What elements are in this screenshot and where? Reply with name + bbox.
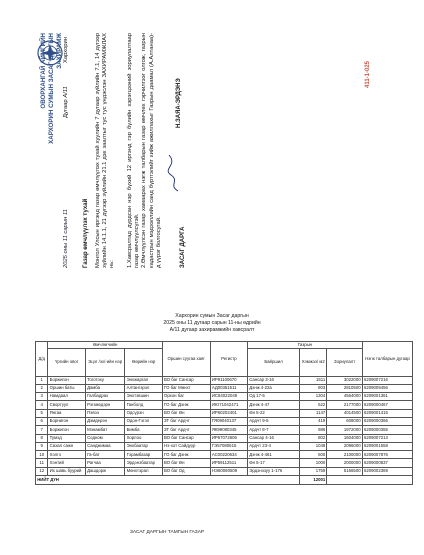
cell-parcel: 6209007876	[362, 451, 412, 459]
cell-lastname: Хэлгэ	[48, 451, 85, 459]
cell-area: 1000	[300, 459, 327, 467]
cell-register: НЭ60080509	[210, 467, 247, 475]
cell-location: Дэнж 4-22а	[248, 384, 300, 392]
cell-parcel: 6209002369	[362, 467, 412, 475]
cell-index: 4	[36, 401, 48, 409]
cell-area: 1147	[300, 409, 327, 417]
cell-index: 11	[36, 459, 48, 467]
decree-number	[63, 86, 70, 118]
cell-register: АД00351511	[210, 384, 247, 392]
signature-block	[176, 33, 188, 268]
org-line: ХАРХОРИН СУМЫН ЗАСАГ ДАРГЫН	[48, 33, 56, 144]
signer-role: ЗАСАГ ДАРГА	[180, 226, 186, 268]
cell-area: 803	[300, 384, 327, 392]
cell-patronymic: Дашдорж	[85, 467, 125, 475]
number-value: А/11	[63, 86, 69, 98]
issuing-organization	[40, 33, 64, 268]
col-location: Байршил	[248, 348, 300, 376]
cell-address: Орхон баг	[162, 393, 210, 401]
col-address: Оршин суугаа хаяг	[162, 342, 210, 377]
cell-address: ГО баг Дэнж	[162, 401, 210, 409]
appendix-line-1: Хархорин сумын Засаг даргын	[175, 313, 249, 319]
cell-patronymic: Рагчаа	[85, 459, 125, 467]
cell-location: Ардчт 23-4	[248, 442, 300, 450]
cell-firstname: Мөнхтэрал	[125, 467, 162, 475]
total-empty	[327, 476, 413, 485]
cell-patronymic: Галбадрах	[85, 393, 125, 401]
cell-address: ГО баг Мөнхт	[162, 384, 210, 392]
cell-parcel: 6209001361	[362, 393, 412, 401]
cell-lastname: Борнигон	[48, 417, 85, 425]
col-group-owner: Өмчлөгчийн	[48, 342, 162, 349]
table-row	[36, 451, 413, 459]
cell-register: АС00220634	[210, 451, 247, 459]
cell-address: Нэ-хот Сайдүүр	[162, 442, 210, 450]
cell-purpose: 4014500	[327, 409, 362, 417]
cell-register: ИР59112511	[210, 459, 247, 467]
cell-address: ВО баг Сансар	[162, 376, 210, 384]
col-parcel: Нэгж талбарын дугаар	[362, 342, 412, 377]
cell-location: Дэнж 4-47	[248, 401, 300, 409]
cell-area: 1511	[300, 376, 327, 384]
cell-register: ИР91100670	[210, 376, 247, 384]
cell-index: 2	[36, 384, 48, 392]
cell-firstname: Энхтэвшин	[125, 393, 162, 401]
cell-patronymic: Дамба	[85, 384, 125, 392]
cell-firstname: Гэрамбазар	[125, 451, 162, 459]
table-row	[36, 409, 413, 417]
cell-purpose: 2096000	[327, 442, 362, 450]
decree-date: 2025 оны 11 сарын 11	[63, 209, 69, 268]
cell-firstname: Одон-Гэгэл	[125, 417, 162, 425]
cell-register: ИЮ71042471	[210, 401, 247, 409]
cell-index: 5	[36, 409, 48, 417]
cell-parcel: 6209000355	[362, 426, 412, 434]
cell-purpose: 2810500	[327, 384, 362, 392]
cell-lastname: Боржигон	[48, 426, 85, 434]
table-row	[36, 467, 413, 475]
cell-index: 8	[36, 434, 48, 442]
table-row	[36, 459, 413, 467]
cell-area: 600	[300, 451, 327, 459]
table-row	[36, 417, 413, 425]
cell-firstname: Алтангэрэл	[125, 384, 162, 392]
col-lastname: Үргийн овог	[48, 348, 85, 376]
cell-area: 986	[300, 426, 327, 434]
cell-lastname: Свортуул	[48, 401, 85, 409]
cell-index: 12	[36, 467, 48, 475]
cell-purpose: 608000	[327, 417, 362, 425]
decree-clause-2: 2.Өмчлүүлсэн газар хамаарах нэгж талбарын газар өмчлөх гэрчилгээг олгож, газрын кадастрын мэдээллийн санд бүртгэлийг хийж ажиллахыг Газрын даамал (А.Алтанаа)-д үүрэг болгосугай.	[141, 33, 162, 268]
cell-address: ВО баг Өн	[162, 459, 210, 467]
cell-register: ГЭ57080615	[210, 442, 247, 450]
cell-purpose: 4564000	[327, 393, 362, 401]
cell-lastname: Боржигон	[48, 376, 85, 384]
cell-patronymic: Рэгзмедэрн	[85, 401, 125, 409]
decree-clause-1: 1.Хавсралтад дурдсан нэр бүхий 12 иргэнд гэр бүлийн хэрэгцээний зориулалтаар газар өмчлүүлсүгэй.	[127, 33, 141, 268]
cell-register: ЯК99080345	[210, 426, 247, 434]
cell-parcel: 6209000467	[362, 401, 412, 409]
cell-index: 9	[36, 442, 48, 450]
cell-purpose: 2177000	[327, 401, 362, 409]
cell-patronymic: Содном	[85, 434, 125, 442]
cell-index: 3	[36, 393, 48, 401]
appendix-header	[0, 313, 424, 334]
col-firstname: Өөрийн нэр	[125, 348, 162, 376]
cell-firstname: Энхбаатар	[125, 442, 162, 450]
rotated-decree-page	[35, 33, 424, 268]
org-line: ОВОРХАНГАЙ АЙМГИЙН	[40, 33, 47, 109]
cell-purpose: 2100000	[327, 451, 362, 459]
land-ownership-table	[35, 341, 413, 485]
total-area: 12001	[300, 476, 327, 485]
col-group-land: Газрын	[248, 342, 363, 349]
cell-lastname: Тумэд	[48, 434, 85, 442]
cell-purpose: 2000000	[327, 459, 362, 467]
table-row	[36, 426, 413, 434]
cell-area: 1048	[300, 442, 327, 450]
cell-patronymic: Пэвээ	[85, 409, 125, 417]
cell-area: 1759	[300, 467, 327, 475]
cell-register: ИР67072606	[210, 434, 247, 442]
col-purpose: Зориулалт	[327, 348, 362, 376]
col-register: Регистр	[210, 342, 247, 377]
footer-office: ЗАСАГ ДАРГЫН ТАМГЫН ГАЗАР	[130, 530, 205, 535]
cell-index: 10	[36, 451, 48, 459]
cell-register: ИС84022049	[210, 393, 247, 401]
cell-lastname: Сахал сажн	[48, 442, 85, 450]
decree-body	[127, 33, 163, 268]
cell-lastname: Янгаа	[48, 409, 85, 417]
col-patronymic: Эцэг /эх/-ийн нэр	[85, 348, 125, 376]
cell-firstname: Энхжаргал	[125, 376, 162, 384]
signer-name: Н.ЗАЯА-ЭРДЭНЭ	[176, 78, 182, 128]
handwritten-signature-icon	[166, 153, 186, 193]
cell-firstname: Бимба	[125, 426, 162, 434]
cell-location: Сансар 4-16	[248, 434, 300, 442]
cell-index: 6	[36, 417, 48, 425]
cell-purpose: 1604000	[327, 434, 362, 442]
table-row	[36, 393, 413, 401]
cell-address: ВО баг Сансар	[162, 434, 210, 442]
cell-register: ГЯ09040137	[210, 417, 247, 425]
registry-mark: 411-1-025	[365, 60, 371, 88]
cell-address: ЗТ баг Ардчт	[162, 417, 210, 425]
cell-patronymic: Га-бат	[85, 451, 125, 459]
cell-firstname: Эрдэнэбаатар	[125, 459, 162, 467]
cell-firstname: Одсүрэн	[125, 409, 162, 417]
cell-parcel: 6209000366	[362, 417, 412, 425]
cell-parcel: 6209007216	[362, 376, 412, 384]
cell-location: Өн 5-17	[248, 459, 300, 467]
table-row	[36, 401, 413, 409]
cell-purpose: 1972000	[327, 426, 362, 434]
number-label: Дугаар	[63, 99, 69, 118]
cell-patronymic: Тоготоху	[85, 376, 125, 384]
cell-firstname: Ганболд	[125, 401, 162, 409]
cell-area: 1304	[300, 393, 327, 401]
cell-register: ИР60202401	[210, 409, 247, 417]
cell-lastname: Оршин баты	[48, 384, 85, 392]
table-total-row	[36, 476, 413, 485]
cell-location: Өн 5-22	[248, 409, 300, 417]
cell-purpose: 3022000	[327, 376, 362, 384]
cell-patronymic: Дэмдерэн	[85, 417, 125, 425]
table-row	[36, 376, 413, 384]
cell-lastname: Намдаал	[48, 393, 85, 401]
cell-address: ГО баг Дэнж	[162, 451, 210, 459]
cell-location: Дэнж 4-461	[248, 451, 300, 459]
cell-patronymic: Санджимаа	[85, 442, 125, 450]
cell-index: 7	[36, 426, 48, 434]
cell-parcel: 6209001558	[362, 442, 412, 450]
cell-parcel: 6209007213	[362, 434, 412, 442]
cell-area: 522	[300, 401, 327, 409]
cell-area: 802	[300, 434, 327, 442]
cell-parcel: 6209009456	[362, 384, 412, 392]
cell-lastname: Их шавь буурий	[48, 467, 85, 475]
cell-lastname: Хэнтий	[48, 459, 85, 467]
table-row	[36, 384, 413, 392]
cell-parcel: 6209000837	[362, 459, 412, 467]
col-area: Хэмжээ/ м2	[300, 348, 327, 376]
table-body	[36, 376, 413, 485]
table-row	[36, 434, 413, 442]
decree-title: Газар өмчлүүлэх тухай	[83, 198, 89, 268]
total-label: НИЙТ ДҮН	[36, 476, 300, 485]
appendix-line-2: 2025 оны 11 дугаар сарын 11-ны өдрийн	[163, 320, 261, 327]
appendix-line-3: А/11 дугаар захирамжийн хавсралт	[169, 327, 255, 334]
cell-location: Ардчт 8-7	[248, 426, 300, 434]
cell-location: Эрдэнэзуу 1-176	[248, 467, 300, 475]
cell-purpose: 5156500	[327, 467, 362, 475]
cell-parcel: 6209001415	[362, 409, 412, 417]
cell-address: ЗТ баг Ардчт	[162, 426, 210, 434]
cell-firstname: Хорлоо	[125, 434, 162, 442]
table-row	[36, 442, 413, 450]
cell-location: Од 17-5	[248, 393, 300, 401]
col-index: Д/д	[36, 342, 48, 377]
cell-location: Сансар 3-16	[248, 376, 300, 384]
cell-address: ВО баг Өн	[162, 409, 210, 417]
cell-area: 419	[300, 417, 327, 425]
decree-place: Хархорин	[63, 37, 69, 63]
cell-location: Ардчт 9-5	[248, 417, 300, 425]
cell-index: 1	[36, 376, 48, 384]
cell-patronymic: Мэнамбат	[85, 426, 125, 434]
decree-preamble: Монгол Улсын иргэнд газар өмчлүүлэх тухай хуулийн 7 дугаар зүйлийн 7.1, 14 дүгээр зүйлийн 14.1.1, 21 дүгээр зүйлийн 21.1 дэх заалтыг тус тус үндэслэн ЗАХИРАМЖЛАХ нь:	[95, 33, 116, 268]
org-line: ЗАХИРАМЖ	[56, 33, 64, 69]
cell-address: ВО баг Од	[162, 467, 210, 475]
